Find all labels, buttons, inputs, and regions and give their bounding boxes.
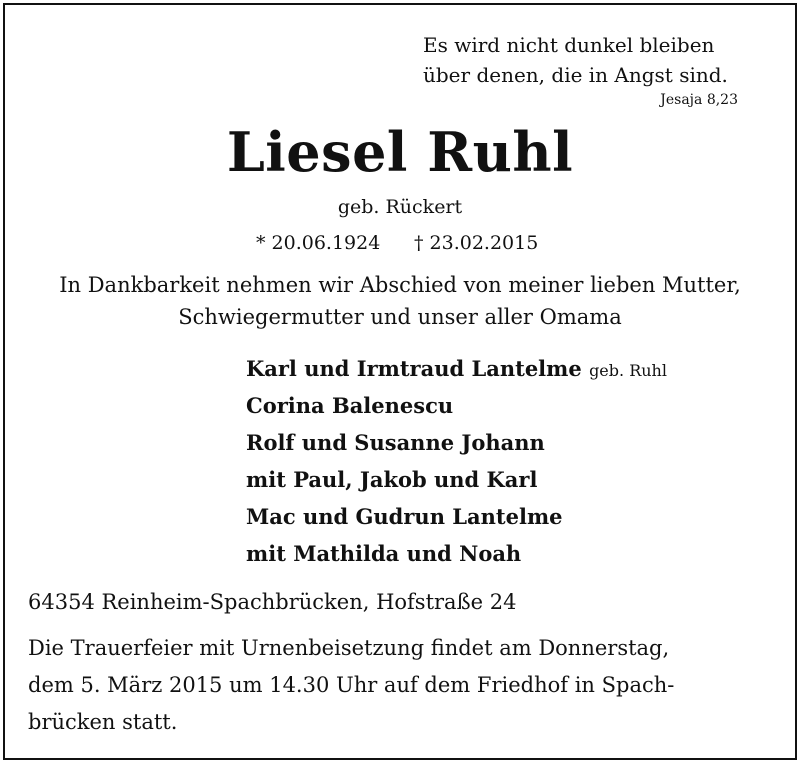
death-date: † 23.02.2015 <box>414 232 539 254</box>
family-address: 64354 Reinheim-Spachbrücken, Hofstraße 24 <box>28 590 517 614</box>
mourner-line: Rolf und Susanne Johann <box>246 430 545 455</box>
thanks-line-2: Schwiegermutter und unser aller Omama <box>178 305 622 329</box>
birth-name: geb. Rückert <box>337 196 463 218</box>
verse-line-1: Es wird nicht dunkel bleiben <box>423 33 715 57</box>
ceremony-line-2: dem 5. März 2015 um 14.30 Uhr auf dem Friedhof in Spach- <box>28 673 675 697</box>
mourner-line <box>246 356 667 381</box>
mourner-line: Mac und Gudrun Lantelme <box>246 504 563 529</box>
ceremony-line-1: Die Trauerfeier mit Urnenbeisetzung findet am Donnerstag, <box>28 636 670 660</box>
mourner-line: mit Mathilda und Noah <box>246 541 522 566</box>
birth-date: * 20.06.1924 <box>256 232 381 254</box>
verse-line-2: über denen, die in Angst sind. <box>423 63 728 87</box>
verse-reference: Jesaja 8,23 <box>660 92 738 108</box>
mourner-name: Karl und Irmtraud Lantelme <box>246 356 582 381</box>
mourner-suffix: geb. Ruhl <box>589 361 667 380</box>
mourner-line: Corina Balenescu <box>246 393 454 418</box>
mourner-line: mit Paul, Jakob und Karl <box>246 467 538 492</box>
thanks-line-1: In Dankbarkeit nehmen wir Abschied von meiner lieben Mutter, <box>59 273 741 297</box>
ceremony-line-3: brücken statt. <box>28 710 178 734</box>
deceased-name: Liesel Ruhl <box>226 120 574 184</box>
